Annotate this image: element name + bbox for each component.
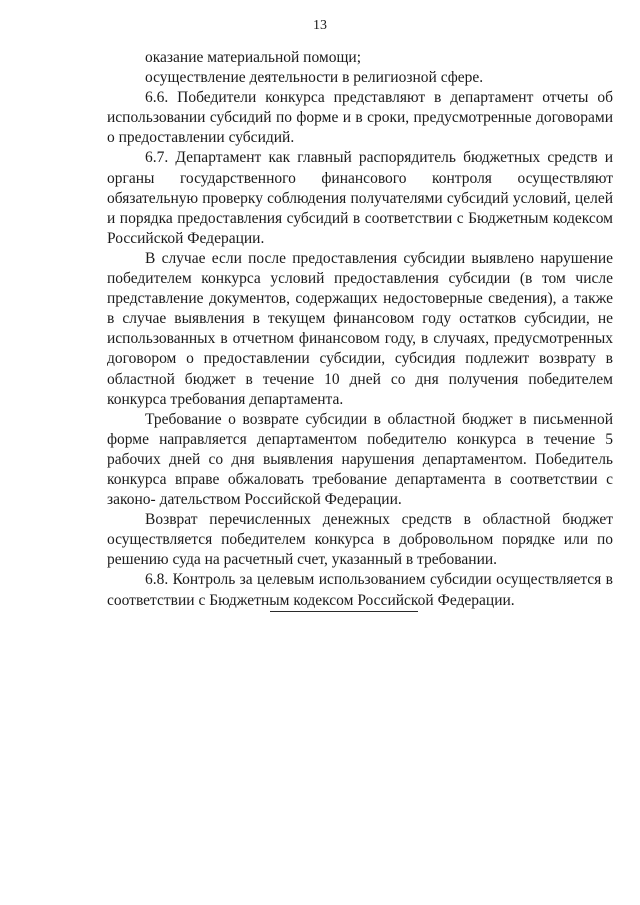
clause-refund-demand: Требование о возврате субсидии в областной бюджет в письменной форме направляется департаментом победителю конкурса в течение 5 рабочих дней со дня выявления нарушения департаментом. Победитель конкурса вправе обжаловать требование департамента в соответствии с законо- дательством Российской Федерации. [107, 410, 613, 509]
list-item-religious-activity: осуществление деятельности в религиозной сфере. [145, 69, 484, 87]
list-item-material-aid: оказание материальной помощи; [145, 49, 362, 66]
clause-refund-procedure: Возврат перечисленных денежных средств в областной бюджет осуществляется победителем конкурса в добровольном порядке или по решению суда на расчетный счет, указанный в требовании. [107, 511, 613, 569]
clause-6-8: 6.8. Контроль за целевым использованием субсидии осуществляется в соответствии с Бюджетным кодексом Российской Федерации. [107, 571, 613, 609]
document-body [107, 48, 613, 611]
clause-6-6: 6.6. Победители конкурса представляют в департамент отчеты об использовании субсидий по форме и в сроки, предусмотренные договорами о предоставлении субсидий. [107, 89, 613, 147]
end-divider [270, 611, 418, 612]
clause-violation-refund: В случае если после предоставления субсидии выявлено нарушение победителем конкурса условий предоставления субсидии (в том числе представление документов, содержащих недостоверные сведения), а также в случае выявления в текущем финансовом году остатков субсидии, не использованных в отчетном финансовом году, в случаях, предусмотренных договором о предоставлении субсидии, субсидия подлежит возврату в областной бюджет в течение 10 дней со дня получения победителем конкурса требования департамента. [107, 249, 613, 408]
page-number: 13 [313, 18, 327, 33]
clause-6-7: 6.7. Департамент как главный распорядитель бюджетных средств и органы государственного финансового контроля осуществляют обязательную проверку соблюдения получателями субсидий условий, целей и порядка предоставления субсидий в соответствии с Бюджетным кодексом Российской Федерации. [107, 149, 613, 247]
